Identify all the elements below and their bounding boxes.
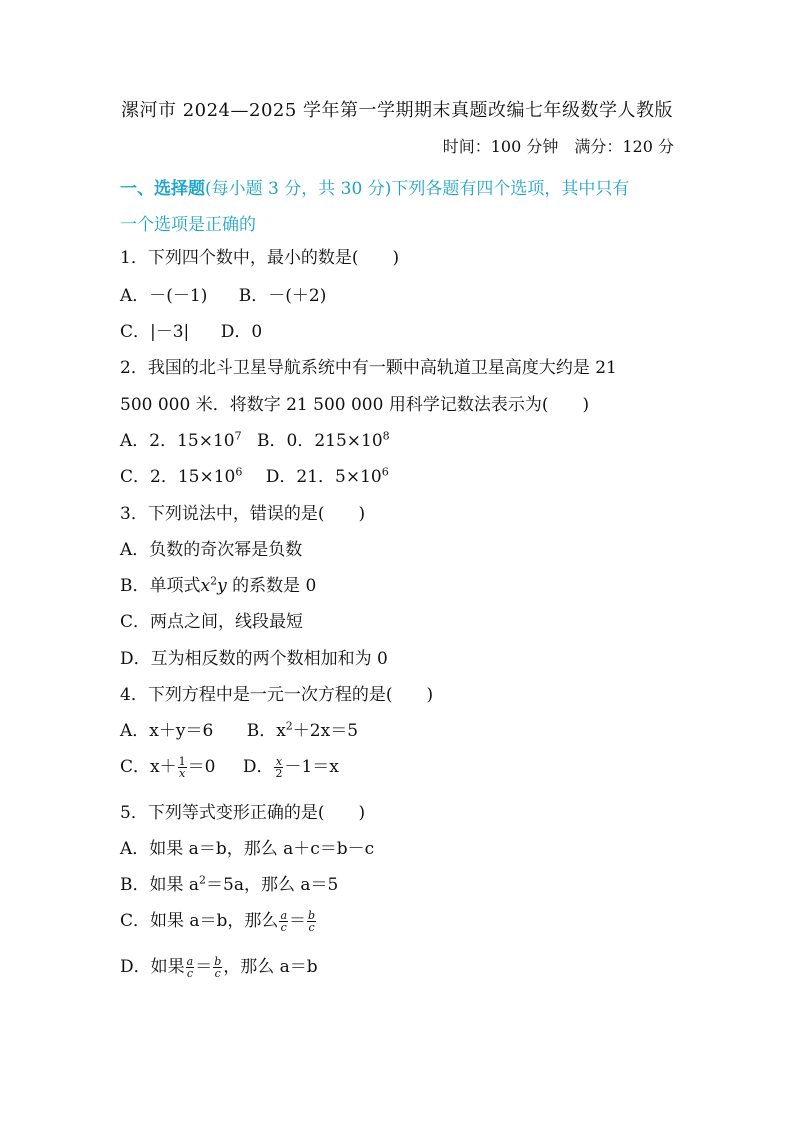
q4-option-b: B．$x^2+2x=5$ <box>246 719 359 741</box>
page-title: 漯河市 2024—2025 学年第一学期期末真题改编七年级数学人教版 <box>120 100 674 121</box>
q3-option-a: A．负数的奇次幂是负数 <box>120 540 303 560</box>
q3-option-b: B．单项式$x^2y$ 的系数是 0 <box>120 574 317 596</box>
question-4-options-ab <box>120 716 358 741</box>
exam-meta: 时间：100 分钟 满分：120 分 <box>442 137 674 156</box>
q3-option-c: C．两点之间，线段最短 <box>120 612 304 632</box>
question-2-options-ab <box>120 426 390 451</box>
q3-option-d: D．互为相反数的两个数相加和为 0 <box>120 649 388 669</box>
q5-option-d: D．如果 $\frac{a}{c}$ ＝ $\frac{b}{c}$ ，那么 a＝b <box>120 955 318 980</box>
question-4-options-cd <box>120 752 339 779</box>
question-2-options-cd <box>120 462 389 487</box>
q4-option-d: D． $\frac{x}{2}$ －1＝x <box>242 755 339 780</box>
q1-option-c: C．|－3| <box>120 322 190 342</box>
q1-option-b: B．－(＋2) <box>238 286 327 306</box>
q5-option-a: A．如果 a＝b，那么 a＋c＝b－c <box>120 839 375 859</box>
question-3-stem: 3．下列说法中，错误的是( ) <box>120 504 366 524</box>
section-title: 一、选择题 <box>120 179 205 199</box>
q5-option-c: C．如果 a＝b，那么 $\frac{a}{c}$ ＝ $\frac{b}{c}$ <box>120 909 316 934</box>
q1-option-a: A．－(－1) <box>120 286 208 306</box>
q4-option-a: A．x＋y＝6 <box>120 721 214 741</box>
question-1-options-ab <box>120 281 326 306</box>
question-2-stem-2: 500 000 米．将数字 21 500 000 用科学记数法表示为( ) <box>120 395 590 415</box>
question-2-stem-1: 2．我国的北斗卫星导航系统中有一颗中高轨道卫星高度大约是 21 <box>120 358 617 378</box>
q5-option-b: B．如果 $a^2=5a$，那么 a＝5 <box>120 873 339 895</box>
q2-option-c: C．2．$15\times 10^6$ <box>120 465 243 487</box>
question-5-stem: 5．下列等式变形正确的是( ) <box>120 803 366 823</box>
section-desc-2: 一个选项是正确的 <box>120 215 256 235</box>
q2-option-d: D．21．$5\times 10^6$ <box>265 465 389 487</box>
question-1-options-cd <box>120 317 262 342</box>
q4-option-c: C．x＋ $\frac{1}{x}$ ＝0 <box>120 755 216 780</box>
section-desc-1: (每小题 3 分，共 30 分)下列各题有四个选项，其中只有 <box>205 179 630 199</box>
q2-option-a: A．2．$15\times 10^7$ <box>120 429 242 451</box>
section-heading <box>120 171 680 243</box>
question-4-stem: 4．下列方程中是一元一次方程的是( ) <box>120 685 434 705</box>
q1-option-d: D．0 <box>220 322 263 342</box>
question-1-stem: 1．下列四个数中，最小的数是( ) <box>120 248 400 268</box>
q2-option-b: B．0．$215\times 10^8$ <box>257 429 390 451</box>
